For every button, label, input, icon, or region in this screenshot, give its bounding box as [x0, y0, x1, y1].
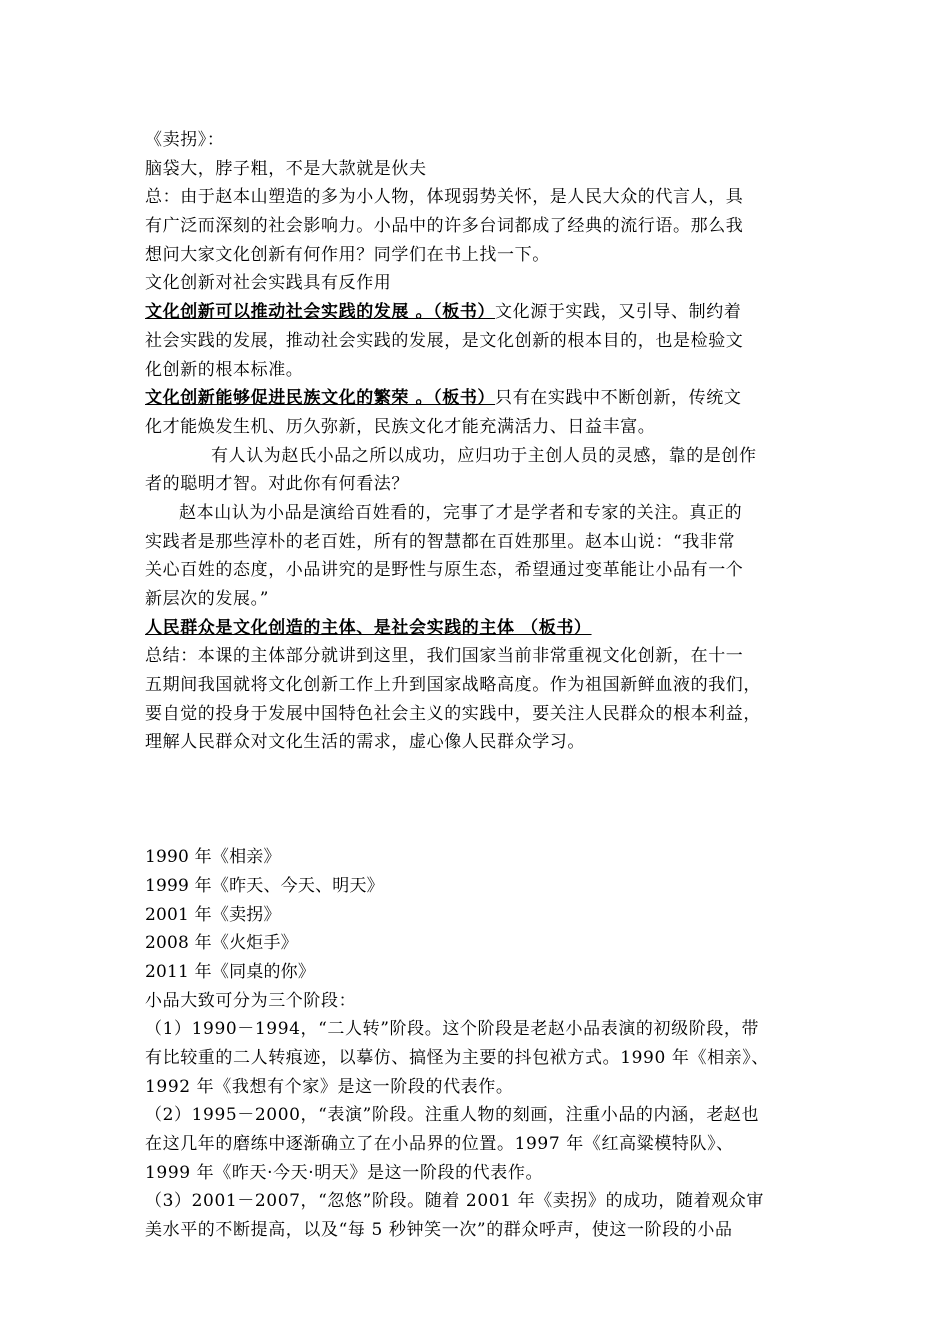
document-body [145, 126, 811, 1245]
conclusion-line: 总结：本课的主体部分就讲到这里，我们国家当前非常重视文化创新，在十一 [145, 646, 744, 667]
stage2-line: 1999 年《昨天·今天·明天》是这一阶段的代表作。 [145, 1162, 544, 1183]
point2-text: 化才能焕发生机、历久弥新，民族文化才能充满活力、日益丰富。 [145, 416, 656, 437]
works-item: 2011 年《同桌的你》 [145, 961, 316, 982]
stage1-line: 有比较重的二人转痕迹，以摹仿、搞怪为主要的抖包袱方式。1990 年《相亲》、 [145, 1047, 769, 1068]
point1-line [145, 298, 811, 327]
stages-intro: 小品大致可分为三个阶段： [145, 990, 357, 1011]
summary-line: 有广泛而深刻的社会影响力。小品中的许多台词都成了经典的流行语。那么我 [145, 216, 744, 237]
conclusion-line: 理解人民群众对文化生活的需求，虚心像人民群众学习。 [145, 732, 585, 753]
stage1-line: （1）1990－1994，“二人转”阶段。这个阶段是老赵小品表演的初级阶段，带 [145, 1019, 760, 1040]
point2-line [145, 384, 811, 413]
conclusion-line: 要自觉的投身于发展中国特色社会主义的实践中，要关注人民群众的根本利益， [145, 703, 761, 724]
works-item: 1990 年《相亲》 [145, 847, 281, 868]
question-line: 者的聪明才智。对此你有何看法？ [145, 474, 409, 495]
stage3-line: 美水平的不断提高，以及“每 5 秒钟笑一次”的群众呼声，使这一阶段的小品 [145, 1220, 733, 1241]
answer-line: 关心百姓的态度，小品讲究的是野性与原生态，希望通过变革能让小品有一个 [145, 560, 744, 581]
point2-heading: 文化创新能够促进民族文化的繁荣 。（板书） [145, 388, 496, 409]
stage3-line: （3）2001－2007，“忽悠”阶段。随着 2001 年《卖拐》的成功，随着观众审 [145, 1191, 764, 1212]
stage2-line: 在这几年的磨练中逐渐确立了在小品界的位置。1997 年《红高粱模特队》、 [145, 1134, 734, 1154]
answer-line: 赵本山认为小品是演给百姓看的，完事了才是学者和专家的关注。真正的 [179, 502, 743, 523]
point1-text: 社会实践的发展，推动社会实践的发展，是文化创新的根本目的，也是检验文 [145, 330, 744, 351]
reaction-line: 文化创新对社会实践具有反作用 [145, 273, 392, 294]
works-item: 2001 年《卖拐》 [145, 904, 281, 925]
point3-heading: 人民群众是文化创造的主体、是社会实践的主体 （板书） [145, 617, 592, 638]
works-item: 1999 年《昨天、今天、明天》 [145, 875, 384, 896]
point1-heading: 文化创新可以推动社会实践的发展 。（板书） [145, 302, 496, 323]
works-item: 2008 年《火炬手》 [145, 933, 298, 954]
question-line: 有人认为赵氏小品之所以成功，应归功于主创人员的灵感，靠的是创作 [211, 445, 757, 466]
point1-text: 文化源于实践，又引导、制约着 [495, 302, 742, 323]
stage2-line: （2）1995－2000，“表演”阶段。注重人物的刻画，注重小品的内涵，老赵也 [145, 1105, 760, 1126]
answer-line: 实践者是那些淳朴的老百姓，所有的智慧都在百姓那里。赵本山说：“我非常 [145, 531, 736, 552]
summary-line: 想问大家文化创新有何作用？同学们在书上找一下。 [145, 244, 550, 265]
point3-line [145, 614, 811, 643]
summary-line: 总：由于赵本山塑造的多为小人物，体现弱势关怀，是人民大众的代言人，具 [145, 187, 744, 208]
works-list [145, 843, 811, 986]
point2-text: 只有在实践中不断创新，传统文 [495, 388, 742, 409]
point1-text: 化创新的根本标准。 [145, 359, 304, 380]
conclusion-line: 五期间我国就将文化创新工作上升到国家战略高度。作为祖国新鲜血液的我们， [145, 675, 761, 696]
section-gap [145, 757, 811, 843]
answer-line: 新层次的发展。” [145, 589, 269, 609]
sketch-title: 《卖拐》： [145, 130, 225, 150]
sketch-quote: 脑袋大，脖子粗，不是大款就是伙夫 [145, 158, 427, 179]
stage1-line: 1992 年《我想有个家》是这一阶段的代表作。 [145, 1076, 514, 1097]
